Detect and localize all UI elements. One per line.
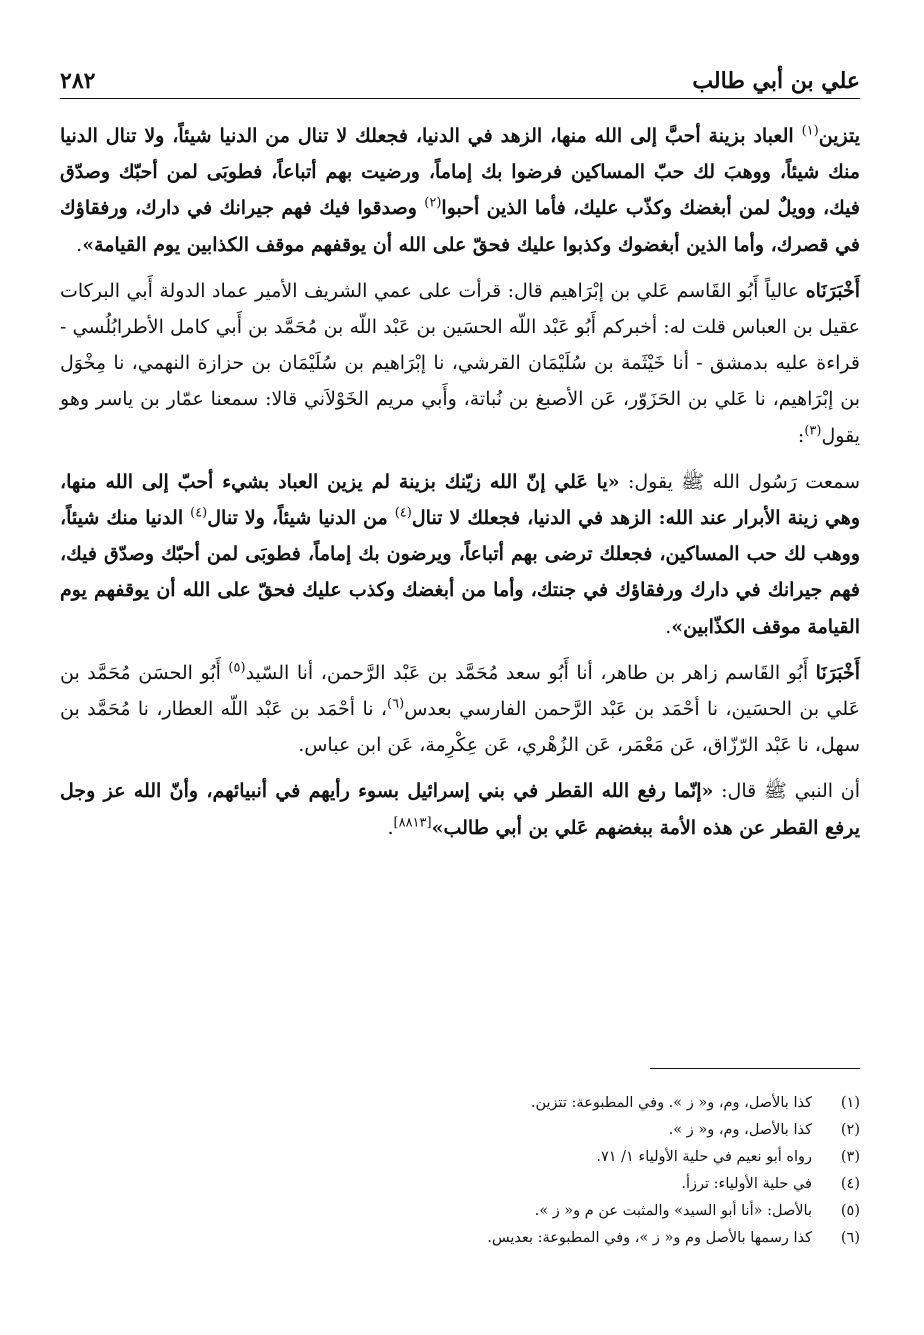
footnote-text: في حلية الأولياء: ترزأ. — [681, 1176, 812, 1192]
footnote-marker: (٤) — [190, 505, 208, 521]
footnote-marker: (٤) — [394, 505, 412, 521]
text-segment: أن النبي ﷺ قال: — [713, 780, 860, 803]
paragraph — [60, 273, 860, 454]
footnote-text: بالأصل: «أنا أبو السيد» والمثبت عن م و« ز ». — [534, 1203, 812, 1219]
footnote-number: (٤) — [840, 1176, 860, 1192]
text-segment: . — [665, 615, 672, 638]
footnote-text: رواه أبو نعيم في حلية الأولياء ١/ ٧١. — [596, 1149, 812, 1165]
footnote-text: كذا بالأصل، وم، و« ز ». — [668, 1122, 812, 1138]
text-segment: أَبُو الحسَن مُحَمَّد بن عَلي بن الحسَين، نا أحْمَد بن عَبْد الرَّحمن الفارسي بعدس — [60, 661, 860, 721]
footnotes — [60, 1090, 860, 1252]
footnote — [60, 1171, 860, 1198]
footnote — [60, 1117, 860, 1144]
footnote-number: (٦) — [840, 1230, 860, 1246]
text-segment: «يا عَلي إنّ الله زيّنك بزينة لم يزين العباد بشيء أحبّ إلى الله منها، وهي زينة الأبرار عند الله: الزهد في الدنيا، فجعلك لا تنال — [60, 470, 860, 530]
footnote — [60, 1090, 860, 1117]
footnote-marker: (٦) — [387, 696, 405, 712]
running-title: علي بن أبي طالب — [692, 68, 860, 94]
page-header — [60, 58, 860, 99]
footnote-text: كذا رسمها بالأصل وم و« ز »، وفي المطبوعة: بعديس. — [487, 1230, 812, 1246]
footnote — [60, 1225, 860, 1252]
text-segment: الدنيا منك شيئاً، ووهب لك حب المساكين، فجعلك ترضى بهم أتباعاً، ويرضون بك إماماً، فطوبَى لمن أحبّك وصدّق فيك، فهم جيرانك في دارك ورفقاؤك في جنتك، وأما من أبغضك وكذب عليك فحقّ على الله أن يوقفهم يوم القيامة موقف الكذّابين» — [60, 507, 860, 638]
paragraph — [60, 464, 860, 645]
text-segment: سمعت رَسُول الله ﷺ يقول: — [619, 470, 860, 493]
text-segment: عالياً أَبُو القَاسم عَلي بن إبْرَاهيم قال: قرأت على عمي الشريف الأمير عماد الدولة أَبي البركات عقيل بن العباس قلت له: أخبركم أَبُو عَبْد اللّه الحسَين بن عَبْد اللّه بن مُحَمَّد بن أَبي كامل الأطرابُلُسي - قراءة عليه بدمشق - أنا خَيْثَمة بن سُلَيْمَان القرشي، نا إبْرَاهيم بن سُلَيْمَان بن حزازة النهمي، نا مِخْوَل بن إبْرَاهيم، نا عَلي بن الحَزَوّر، عَن الأصبغ بن نُباتة، وأَبي مريم الخَوْلاَني قالا: سمعنا عمّار بن ياسر وهو يقول — [60, 279, 860, 447]
footnote-separator — [650, 1068, 860, 1069]
footnote-number: (١) — [840, 1095, 860, 1111]
footnote-marker: (٣) — [804, 423, 822, 439]
page-number: ٢٨٢ — [60, 68, 96, 94]
text-segment: العباد بزينة أحبَّ إلى الله منها، الزهد في الدنيا، فجعلك لا تنال من الدنيا شيئاً، ولا تنال الدنيا منك شيئاً، ووهبَ لك حبّ المساكين فرضوا بك إماماً، ورضيت بهم أتباعاً، فطوبَى لمن أحبّك وصدّق فيك، وويلٌ لمن أبغضك وكذّب عليك، فأما الذين أحبوا — [60, 125, 860, 220]
text-segment: من الدنيا شيئاً، ولا تنال — [207, 507, 395, 530]
text-segment: يتزين — [818, 125, 860, 147]
paragraph — [60, 655, 860, 764]
footnote-marker: (١) — [801, 123, 819, 139]
text-segment: أَخْبَرَنَا — [815, 661, 860, 684]
text-segment: وصدقوا فيك فهم جيرانك في دارك، ورفقاؤك في قصرك، وأما الذين أبغضوك وكذبوا عليك فحقّ على الله أن يوقفهم موقف الكذابين يوم القيامة» — [60, 197, 860, 256]
footnote-number: (٢) — [840, 1122, 860, 1138]
text-segment: «إنّما رفع الله القطر في بني إسرائيل بسوء رأيهم في أنبيائهم، وأنّ الله عز وجل يرفع القطر عن هذه الأمة ببغضهم عَلي بن أبي طالب» — [60, 780, 860, 839]
footnote-marker: (٥) — [228, 660, 246, 676]
footnote — [60, 1144, 860, 1171]
text-segment: : — [797, 424, 805, 447]
text-segment: . — [387, 816, 394, 839]
main-text — [60, 118, 860, 856]
footnote-marker: (٢) — [424, 196, 442, 212]
footnote-number: (٥) — [840, 1203, 860, 1219]
footnote-marker: [٨٨١٣] — [393, 815, 432, 831]
footnote-number: (٣) — [840, 1149, 860, 1165]
paragraph — [60, 773, 860, 845]
text-segment: أَبُو القَاسم زاهر بن طاهر، أنا أَبُو سعد مُحَمَّد بن عَبْد الرَّحمن، أنا السّيد — [245, 661, 816, 684]
footnote — [60, 1198, 860, 1225]
paragraph — [60, 118, 860, 263]
text-segment: . — [76, 233, 83, 256]
footnote-text: كذا بالأصل، وم، و« ز ». وفي المطبوعة: تتزين. — [530, 1095, 812, 1111]
text-segment: أَخْبَرَنَاه — [805, 279, 860, 302]
text-segment: ، نا أحْمَد بن عَبْد اللّه العطار، نا مُحَمَّد بن سهل، نا عَبْد الرّزّاق، عَن مَعْمَر، عَن الزُهْري، عَن عِكْرِمة، عَن ابن عباس. — [60, 698, 860, 757]
